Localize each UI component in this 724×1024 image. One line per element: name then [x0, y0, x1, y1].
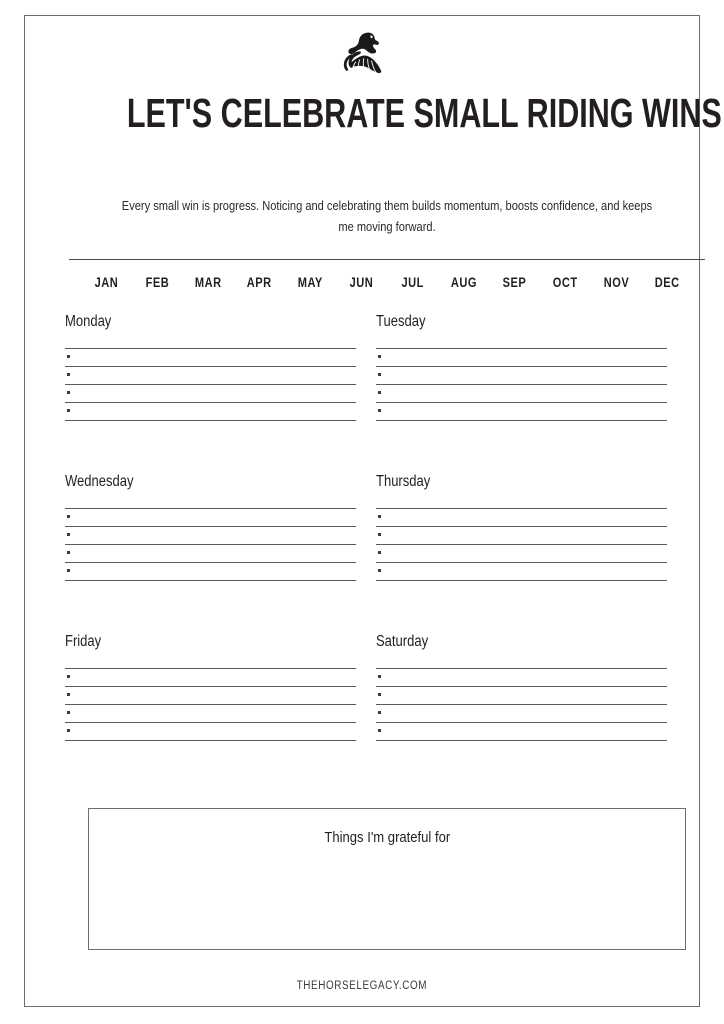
write-line[interactable] — [376, 509, 667, 527]
write-line[interactable] — [65, 367, 356, 385]
bullet-icon — [67, 675, 70, 678]
bullet-icon — [378, 391, 381, 394]
bullet-icon — [378, 533, 381, 536]
month-jan[interactable] — [81, 274, 132, 292]
bullet-icon — [67, 711, 70, 714]
write-line[interactable] — [65, 509, 356, 527]
month-label: AUG — [450, 275, 477, 290]
write-line[interactable] — [376, 669, 667, 687]
day-heading: Thursday — [376, 473, 431, 490]
write-line[interactable] — [376, 687, 667, 705]
month-feb[interactable] — [132, 274, 183, 292]
write-line[interactable] — [65, 669, 356, 687]
month-dec[interactable] — [642, 274, 693, 292]
day-lines — [376, 668, 667, 741]
write-line[interactable] — [65, 527, 356, 545]
day-heading: Friday — [65, 633, 102, 650]
month-mar[interactable] — [183, 274, 234, 292]
month-label: MAR — [195, 275, 222, 290]
day-lines — [65, 348, 356, 421]
day-block-saturday — [376, 632, 667, 792]
day-lines — [376, 508, 667, 581]
month-label: MAY — [297, 275, 324, 290]
bullet-icon — [378, 693, 381, 696]
bullet-icon — [378, 373, 381, 376]
intro-paragraph-text: Every small win is progress. Noticing and celebrating them builds momentum, boosts confidence, and keeps me moving forward. — [121, 199, 653, 234]
page-title-text: LET'S CELEBRATE SMALL RIDING WINS — [126, 90, 722, 136]
bullet-icon — [67, 569, 70, 572]
write-line[interactable] — [376, 545, 667, 563]
bullet-icon — [67, 391, 70, 394]
month-jul[interactable] — [387, 274, 438, 292]
write-line[interactable] — [376, 385, 667, 403]
month-nov[interactable] — [591, 274, 642, 292]
month-label: OCT — [553, 275, 578, 290]
bullet-icon — [67, 373, 70, 376]
day-lines — [65, 668, 356, 741]
day-block-monday — [65, 312, 356, 472]
intro-paragraph — [83, 196, 691, 238]
write-line[interactable] — [65, 687, 356, 705]
bullet-icon — [67, 515, 70, 518]
write-line[interactable] — [376, 367, 667, 385]
write-line[interactable] — [376, 723, 667, 741]
bullet-icon — [378, 569, 381, 572]
bullet-icon — [378, 409, 381, 412]
gratitude-label: Things I'm grateful for — [324, 829, 450, 846]
write-line[interactable] — [65, 723, 356, 741]
footer-text: THEHORSELEGACY.COM — [296, 980, 428, 992]
month-jun[interactable] — [336, 274, 387, 292]
bullet-icon — [67, 533, 70, 536]
day-lines — [65, 508, 356, 581]
bullet-icon — [67, 693, 70, 696]
write-line[interactable] — [65, 385, 356, 403]
write-line[interactable] — [376, 705, 667, 723]
day-row-1 — [25, 312, 699, 472]
write-line[interactable] — [376, 403, 667, 421]
write-line[interactable] — [376, 527, 667, 545]
day-lines — [376, 348, 667, 421]
month-selector — [69, 274, 705, 292]
bullet-icon — [378, 711, 381, 714]
write-line[interactable] — [65, 349, 356, 367]
day-heading: Tuesday — [376, 313, 426, 330]
month-label: APR — [247, 275, 272, 290]
day-row-2 — [25, 472, 699, 632]
bullet-icon — [378, 729, 381, 732]
brand-logo — [25, 24, 699, 86]
worksheet-page — [24, 15, 722, 1007]
bullet-icon — [378, 355, 381, 358]
month-divider-rule — [69, 259, 705, 260]
day-block-thursday — [376, 472, 667, 632]
month-label: NOV — [603, 275, 630, 290]
day-block-tuesday — [376, 312, 667, 472]
month-label: JAN — [94, 275, 119, 290]
month-sep[interactable] — [489, 274, 540, 292]
day-block-wednesday — [65, 472, 356, 632]
day-row-3 — [25, 632, 699, 792]
footer-website — [25, 978, 699, 994]
day-heading: Monday — [65, 313, 112, 330]
month-aug[interactable] — [438, 274, 489, 292]
bullet-icon — [378, 675, 381, 678]
month-label: JUN — [349, 275, 374, 290]
bullet-icon — [67, 355, 70, 358]
page-title — [25, 89, 722, 137]
write-line[interactable] — [376, 563, 667, 581]
write-line[interactable] — [376, 349, 667, 367]
gratitude-box[interactable] — [88, 808, 686, 950]
bullet-icon — [378, 515, 381, 518]
bullet-icon — [67, 729, 70, 732]
month-oct[interactable] — [540, 274, 591, 292]
month-apr[interactable] — [234, 274, 285, 292]
month-label: JUL — [401, 275, 424, 290]
write-line[interactable] — [65, 563, 356, 581]
day-heading: Wednesday — [65, 473, 134, 490]
month-may[interactable] — [285, 274, 336, 292]
write-line[interactable] — [65, 403, 356, 421]
days-grid — [25, 312, 699, 792]
month-label: FEB — [145, 275, 170, 290]
write-line[interactable] — [65, 545, 356, 563]
day-block-friday — [65, 632, 356, 792]
month-label: SEP — [502, 275, 527, 290]
bullet-icon — [378, 551, 381, 554]
write-line[interactable] — [65, 705, 356, 723]
month-label: DEC — [655, 275, 680, 290]
bullet-icon — [67, 409, 70, 412]
bullet-icon — [67, 551, 70, 554]
day-heading: Saturday — [376, 633, 429, 650]
rearing-horse-icon — [334, 27, 390, 83]
